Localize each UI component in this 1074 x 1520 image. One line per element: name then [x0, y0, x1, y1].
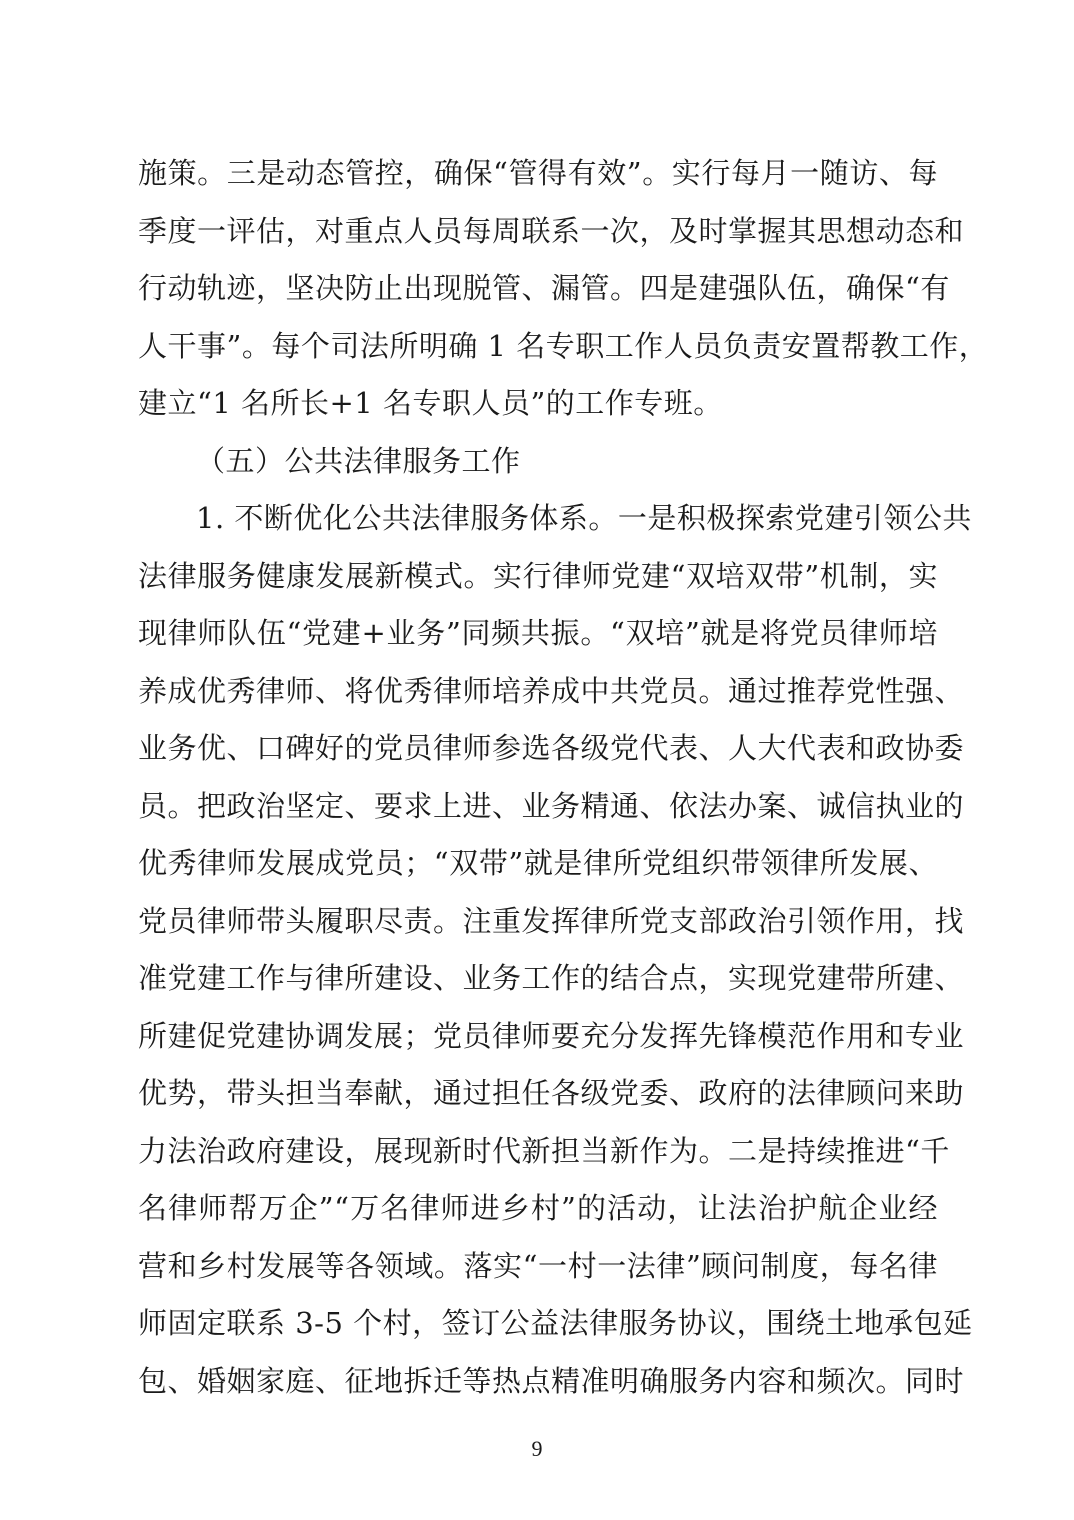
text-line: 行动轨迹，坚决防止出现脱管、漏管。四是建强队伍，确保“有 — [138, 271, 950, 305]
text-line: 法律服务健康发展新模式。实行律师党建“双培双带”机制，实 — [138, 558, 938, 593]
body-text — [138, 145, 989, 1410]
text-line: 所建促党建协调发展；党员律师要充分发挥先锋模范作用和专业 — [138, 1018, 965, 1053]
text-line: 人干事”。每个司法所明确 1 名专职工作人员负责安置帮教工作， — [138, 328, 989, 363]
text-line: 营和乡村发展等各领域。落实“一村一法律”顾问制度，每名律 — [138, 1248, 938, 1283]
section-heading: （五）公共法律服务工作 — [196, 443, 521, 478]
text-line: 施策。三是动态管控，确保“管得有效”。实行每月一随访、每 — [138, 156, 938, 190]
text-line: 准党建工作与律所建设、业务工作的结合点，实现党建带所建、 — [138, 961, 965, 995]
text-line: 名律师帮万企”“万名律师进乡村”的活动，让法治护航企业经 — [138, 1191, 938, 1225]
text-line: 优秀律师发展成党员；“双带”就是律所党组织带领律所发展、 — [138, 846, 938, 880]
text-line: 养成优秀律师、将优秀律师培养成中共党员。通过推荐党性强、 — [138, 673, 965, 708]
text-line: 员。把政治坚定、要求上进、业务精通、依法办案、诚信执业的 — [138, 788, 965, 823]
text-line: 1. 不断优化公共法律服务体系。一是积极探索党建引领公共 — [196, 501, 972, 535]
text-line: 现律师队伍“党建+业务”同频共振。“双培”就是将党员律师培 — [138, 616, 938, 650]
text-line: 力法治政府建设，展现新时代新担当新作为。二是持续推进“千 — [138, 1133, 950, 1168]
text-line: 季度一评估，对重点人员每周联系一次，及时掌握其思想动态和 — [138, 213, 965, 248]
text-line: 优势，带头担当奉献，通过担任各级党委、政府的法律顾问来助 — [138, 1076, 965, 1110]
text-line: 师固定联系 3-5 个村，签订公益法律服务协议，围绕土地承包延 — [138, 1306, 973, 1340]
text-line: 党员律师带头履职尽责。注重发挥律所党支部政治引领作用，找 — [138, 903, 965, 938]
page-number: 9 — [531, 1436, 543, 1461]
text-line: 建立“1 名所长+1 名专职人员”的工作专班。 — [138, 386, 723, 420]
text-line: 包、婚姻家庭、征地拆迁等热点精准明确服务内容和频次。同时 — [138, 1363, 965, 1398]
text-line: 业务优、口碑好的党员律师参选各级党代表、人大代表和政协委 — [138, 731, 965, 765]
